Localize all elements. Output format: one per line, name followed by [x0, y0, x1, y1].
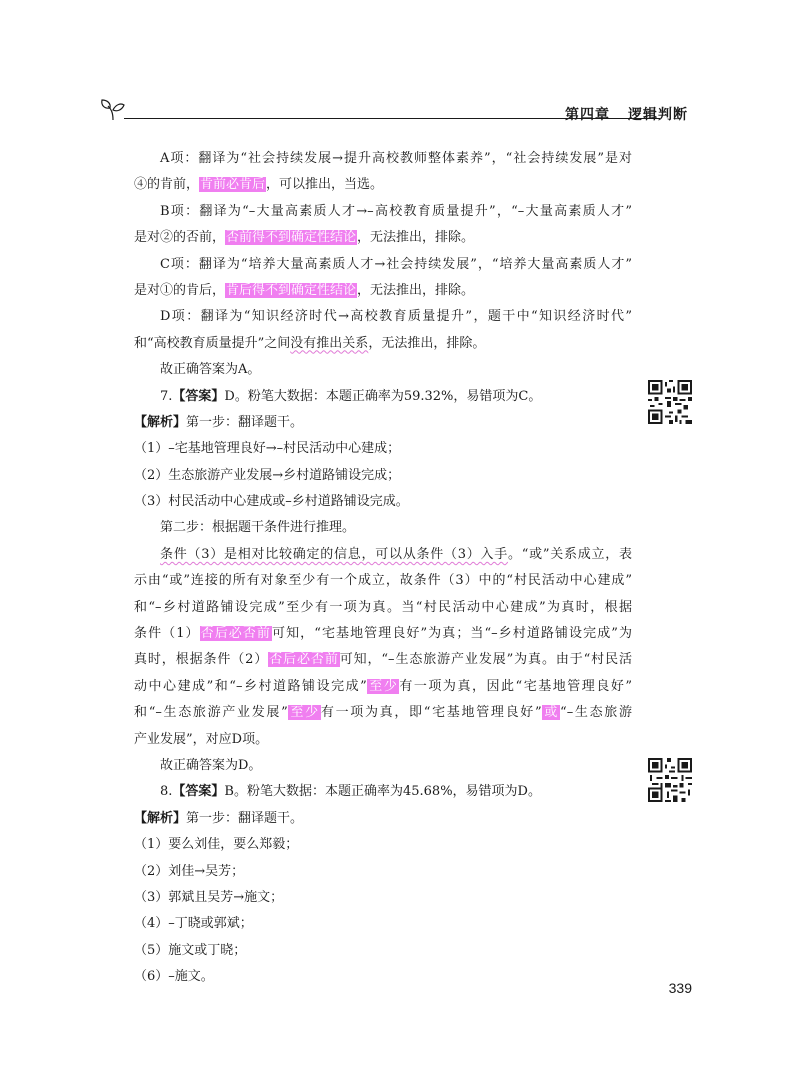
text-line: 和“高校教育质量提升”之间没有推出关系，无法推出，排除。	[134, 335, 486, 351]
text-line: ④的肯前，肯前必肯后，可以推出，当选。	[134, 177, 384, 193]
page-body	[134, 146, 632, 991]
condition-line: （2）刘佳→吴芳；	[134, 863, 245, 879]
chapter-title	[565, 104, 688, 124]
text-line: 示由“或”连接的所有对象至少有一个成立，故条件（3）中的“村民活动中心建成”	[134, 573, 632, 589]
highlight-tag: 否前得不到确定性结论	[226, 230, 357, 246]
q7-answer-line: 7.【答案】D。粉笔大数据：本题正确率为59.32%，易错项为C。	[160, 388, 542, 404]
text-line: 产业发展”，对应D项。	[134, 731, 269, 747]
text-line: 和“–乡村道路铺设完成”至少有一项为真。当“村民活动中心建成”为真时，根据	[134, 599, 632, 615]
text-line: 是对②的否前，否前得不到确定性结论，无法推出，排除。	[134, 230, 475, 246]
wavy-underline: 没有推出关系	[290, 335, 369, 351]
condition-line: （5）施文或丁晓；	[134, 942, 247, 958]
text-line: 是对①的肯后，肯后得不到确定性结论，无法推出，排除。	[134, 282, 475, 298]
condition-line: （1）要么刘佳，要么郑毅；	[134, 837, 299, 853]
text-line: D项：翻译为“知识经济时代→高校教育质量提升”，题干中“知识经济时代”	[160, 309, 632, 325]
highlight-tag: 至少	[288, 705, 320, 721]
text-line: 动中心建成”和“–乡村道路铺设完成”至少有一项为真，因此“宅基地管理良好”	[134, 678, 632, 694]
text-line: C项：翻译为“培养大量高素质人才→社会持续发展”，“培养大量高素质人才”	[160, 256, 632, 272]
page-number: 339	[668, 980, 692, 996]
condition-line: （1）–宅基地管理良好→–村民活动中心建成；	[134, 441, 401, 457]
highlight-tag: 肯前必肯后	[200, 177, 266, 193]
q7-analysis-line: 【解析】第一步：翻译题干。	[134, 414, 304, 430]
condition-line: （3）郭斌且吴芳→施文；	[134, 889, 284, 905]
text-line: 真时，根据条件（2）否后必否前可知，“–生态旅游产业发展”为真。由于“村民活	[134, 652, 632, 668]
highlight-tag: 否后必否前	[200, 626, 272, 642]
highlight-tag: 至少	[367, 678, 399, 694]
text-line: 和“–生态旅游产业发展”至少有一项为真，即“宅基地管理良好”或“–生态旅游	[134, 705, 632, 721]
highlight-tag: 否后必否前	[269, 652, 339, 668]
answer-line: 故正确答案为A。	[160, 362, 261, 378]
running-header	[100, 92, 700, 132]
answer-line: 故正确答案为D。	[160, 757, 262, 773]
section-title: 逻辑判断	[628, 107, 688, 123]
sprout-icon	[100, 96, 126, 122]
condition-line: （2）生态旅游产业发展→乡村道路铺设完成；	[134, 467, 401, 483]
condition-line: （6）–施文。	[134, 969, 214, 985]
highlight-tag: 或	[542, 705, 560, 721]
highlight-tag: 肯后得不到确定性结论	[226, 282, 357, 298]
qr-code-icon[interactable]	[648, 758, 692, 802]
q8-answer-line: 8.【答案】B。粉笔大数据：本题正确率为45.68%，易错项为D。	[160, 784, 541, 800]
wavy-underline: 条件（3）是相对比较确定的信息，可以从条件（3）入手	[160, 546, 508, 562]
text-line: B项：翻译为“–大量高素质人才→–高校教育质量提升”，“–大量高素质人才”	[160, 203, 632, 219]
condition-line: （4）–丁晓或郭斌；	[134, 916, 253, 932]
chapter-number: 第四章	[565, 107, 610, 123]
qr-code-icon[interactable]	[648, 380, 692, 424]
text-line: 条件（1）否后必否前可知，“宅基地管理良好”为真；当“–乡村道路铺设完成”为	[134, 626, 632, 642]
text-line: 第二步：根据题干条件进行推理。	[160, 520, 356, 536]
text-line: A项：翻译为“社会持续发展→提升高校教师整体素养”，“社会持续发展”是对	[160, 151, 632, 166]
q8-analysis-line: 【解析】第一步：翻译题干。	[134, 810, 304, 826]
condition-line: （3）村民活动中心建成或–乡村道路铺设完成。	[134, 494, 409, 510]
text-line: 条件（3）是相对比较确定的信息，可以从条件（3）入手。“或”关系成立，表	[160, 546, 632, 562]
